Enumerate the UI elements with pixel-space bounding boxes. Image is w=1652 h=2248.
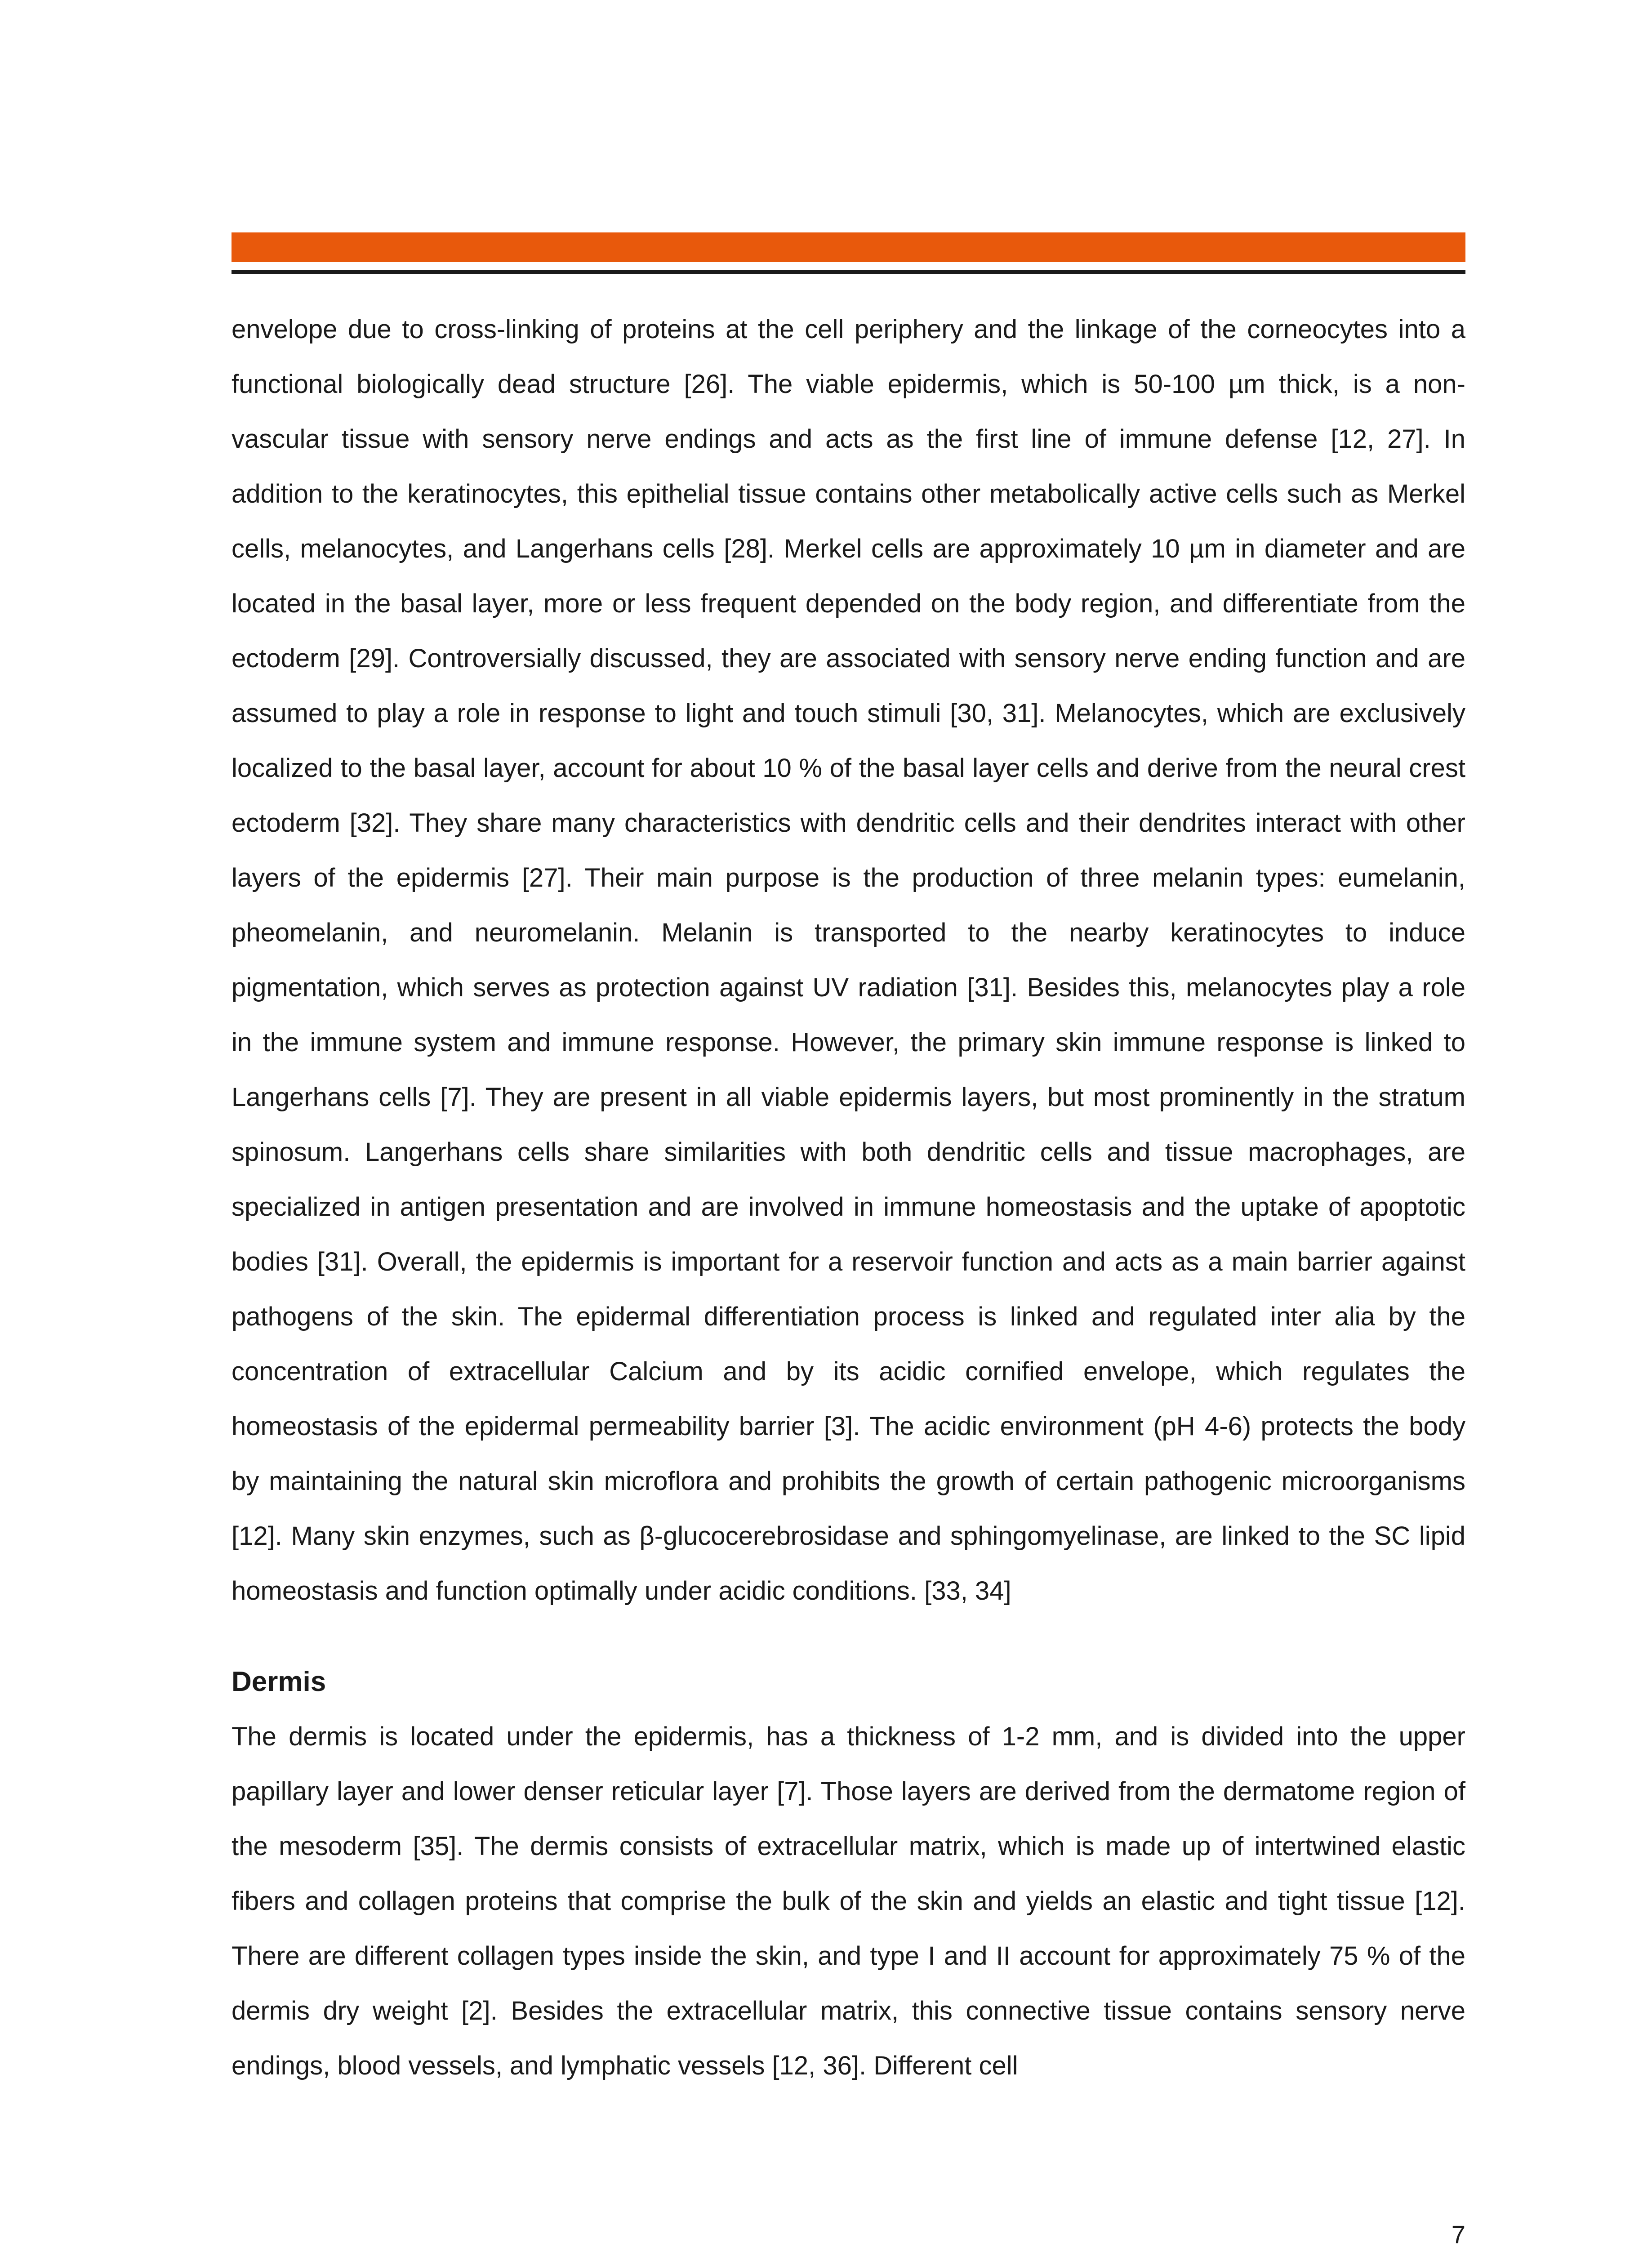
section-heading-dermis: Dermis (232, 1666, 326, 1697)
body-paragraph-dermis: The dermis is located under the epidermis, has a thickness of 1-2 mm, and is divided into the upper papillary layer and lower denser reticular layer [7]. Those layers are derived from the dermatome region of the mesoderm [35]. The dermis consists of extracellular matrix, which is made up of intertwined elastic fibers and collagen proteins that comprise the bulk of the skin and yields an elastic and tight tissue [12]. There are different collagen types inside the skin, and type I and II account for approximately 75 % of the dermis dry weight [2]. Besides the extracellular matrix, this connective tissue contains sensory nerve endings, blood vessels, and lymphatic vessels [12, 36]. Different cell (232, 1722, 1465, 2080)
header-accent-bar (232, 232, 1465, 262)
page-number: 7 (1451, 2220, 1465, 2248)
header-rule (232, 270, 1465, 274)
page-body (232, 302, 1465, 2093)
body-paragraph-epidermis: envelope due to cross-linking of proteins at the cell periphery and the linkage of the corneocytes into a functional biologically dead structure [26]. The viable epidermis, which is 50-100 µm thick, is a non-vascular tissue with sensory nerve endings and acts as the first line of immune defense [12, 27]. In addition to the keratinocytes, this epithelial tissue contains other metabolically active cells such as Merkel cells, melanocytes, and Langerhans cells [28]. Merkel cells are approximately 10 µm in diameter and are located in the basal layer, more or less frequent depended on the body region, and differentiate from the ectoderm [29]. Controversially discussed, they are associated with sensory nerve ending function and are assumed to play a role in response to light and touch stimuli [30, 31]. Melanocytes, which are exclusively localized to the basal layer, account for about 10 % of the basal layer cells and derive from the neural crest ectoderm [32]. They share many characteristics with dendritic cells and their dendrites interact with other layers of the epidermis [27]. Their main purpose is the production of three melanin types: eumelanin, pheomelanin, and neuromelanin. Melanin is transported to the nearby keratinocytes to induce pigmentation, which serves as protection against UV radiation [31]. Besides this, melanocytes play a role in the immune system and immune response. However, the primary skin immune response is linked to Langerhans cells [7]. They are present in all viable epidermis layers, but most prominently in the stratum spinosum. Langerhans cells share similarities with both dendritic cells and tissue macrophages, are specialized in antigen presentation and are involved in immune homeostasis and the uptake of apoptotic bodies [31]. Overall, the epidermis is important for a reservoir function and acts as a main barrier against pathogens of the skin. The epidermal differentiation process is linked and regulated inter alia by the concentration of extracellular Calcium and by its acidic cornified envelope, which regulates the homeostasis of the epidermal permeability barrier [3]. The acidic environment (pH 4-6) protects the body by maintaining the natural skin microflora and prohibits the growth of certain pathogenic microorganisms [12]. Many skin enzymes, such as β-glucocerebrosidase and sphingomyelinase, are linked to the SC lipid homeostasis and function optimally under acidic conditions. [33, 34] (232, 315, 1465, 1606)
